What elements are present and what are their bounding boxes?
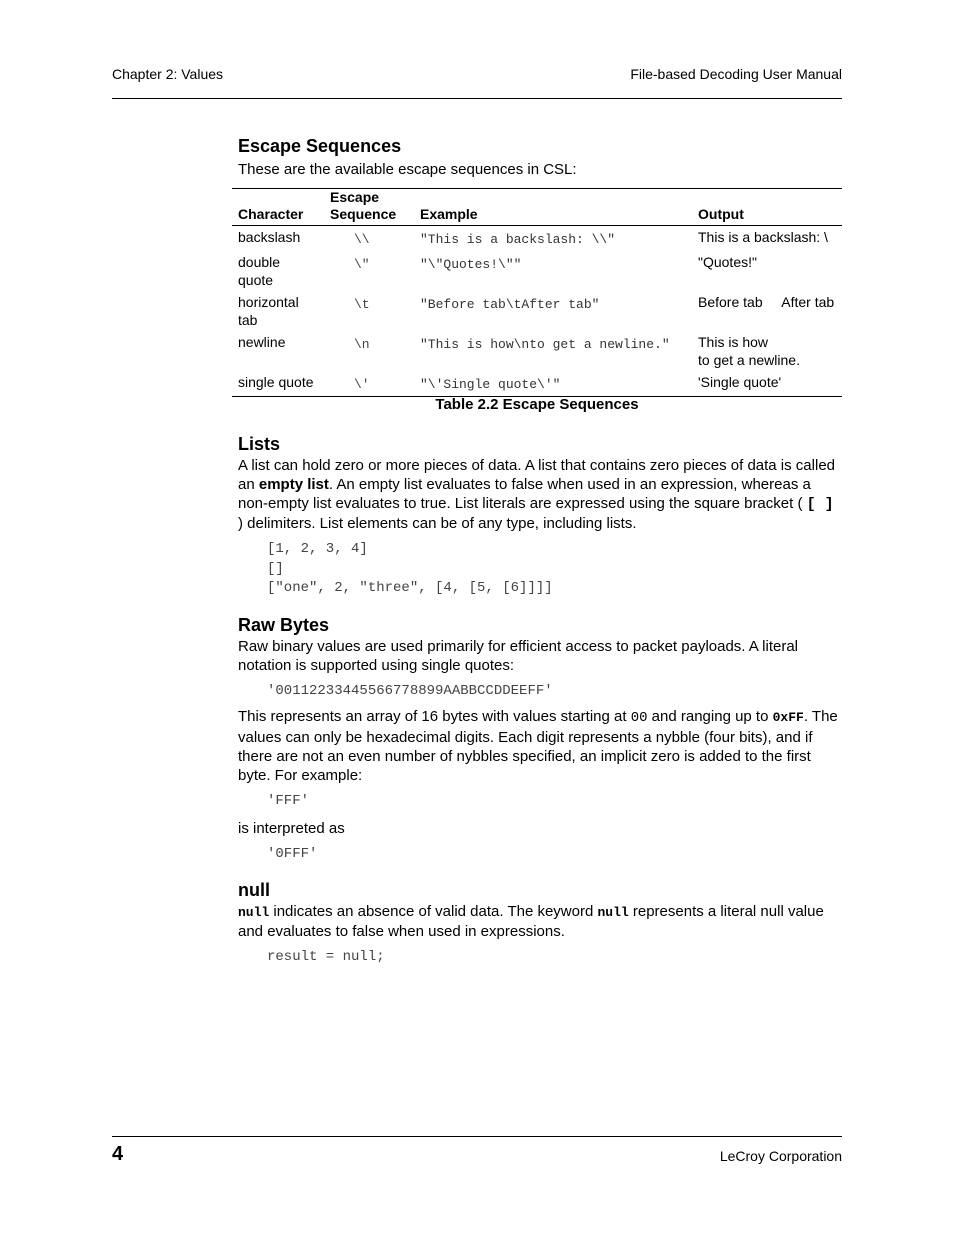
cell-output: 'Single quote'	[698, 374, 782, 390]
lists-heading: Lists	[238, 434, 281, 454]
escape-heading: Escape Sequences	[238, 136, 402, 156]
null-heading: null	[238, 880, 270, 900]
page-number: 4	[112, 1143, 124, 1165]
inline-code-0xff: 0xFF	[772, 710, 804, 725]
cell-escape: \"	[354, 257, 370, 272]
escape-section	[238, 134, 842, 179]
footer-company: LeCroy Corporation	[719, 1148, 842, 1164]
cell-escape: \t	[354, 297, 370, 312]
cell-character: backslash	[238, 229, 301, 245]
raw-bytes-explanation: This represents an array of 16 bytes with values starting at 00 and ranging up to 0xFF. The values can only be hexadecimal digits. Each digit represents a nybble (four bits), and if there are not an even number of nybbles specified, an implicit zero is added to the first byte. For example:	[238, 708, 838, 784]
code-line: ["one", 2, "three", [4, [5, [6]]]]	[267, 580, 553, 596]
col-header-example: Example	[414, 189, 692, 226]
cell-character: newline	[238, 334, 286, 350]
table-caption: Table 2.2 Escape Sequences	[435, 396, 639, 413]
cell-output: This is a backslash: \	[698, 229, 828, 245]
running-header-chapter: Chapter 2: Values	[112, 66, 224, 82]
table-row	[232, 371, 842, 397]
col-header-output: Output	[692, 189, 842, 226]
table-row	[232, 291, 842, 331]
running-header-title: File-based Decoding User Manual	[630, 66, 842, 82]
footer-rule	[112, 1136, 842, 1137]
list-code-block	[267, 540, 842, 599]
escape-table	[232, 188, 842, 397]
lists-paragraph: A list can hold zero or more pieces of data. A list that contains zero pieces of data is called an empty list. An empty list evaluates to false when used in an expression, whereas a non-empty list evaluates to true. List literals are expressed using the square bracket ( [ ] ) delimiters. List elements can be of any type, including lists.	[238, 457, 835, 532]
null-keyword: null	[597, 905, 629, 920]
table-row	[232, 251, 842, 291]
table-header-row	[232, 189, 842, 226]
cell-character: double quote	[238, 254, 281, 288]
cell-escape: \\	[354, 232, 370, 247]
cell-character: single quote	[238, 374, 314, 390]
cell-output: This is how to get a newline.	[698, 334, 800, 368]
col-header-escape: Escape Sequence	[324, 189, 414, 226]
cell-example: "This is a backslash: \\"	[420, 232, 616, 247]
null-keyword: null	[238, 905, 270, 920]
cell-example: "This is how\nto get a newline."	[420, 337, 670, 352]
cell-example: "\'Single quote\'"	[420, 377, 561, 392]
cell-example: "Before tab\tAfter tab"	[420, 297, 600, 312]
table-row	[232, 331, 842, 371]
0fff-code: '0FFF'	[267, 845, 318, 862]
header-rule	[112, 98, 842, 99]
raw-bytes-code: '00112233445566778899AABBCCDDEEFF'	[267, 682, 553, 699]
null-code: result = null;	[267, 949, 385, 965]
raw-bytes-heading: Raw Bytes	[238, 614, 330, 635]
cell-output: "Quotes!"	[698, 254, 757, 270]
interpreted-as-text: is interpreted as	[238, 819, 345, 837]
cell-escape: \n	[354, 337, 370, 352]
code-line: []	[267, 560, 284, 577]
raw-bytes-paragraph: Raw binary values are used primarily for efficient access to packet payloads. A literal notation is supported using single quotes:	[238, 637, 798, 674]
bracket-delimiters: [ ]	[806, 496, 834, 513]
cell-escape: \'	[354, 377, 370, 392]
code-line: [1, 2, 3, 4]	[267, 541, 368, 557]
empty-list-term: empty list	[258, 476, 329, 493]
escape-intro: These are the available escape sequences in CSL:	[238, 161, 577, 178]
cell-output: Before tab After tab	[698, 294, 835, 310]
inline-code-00: 00	[630, 710, 648, 726]
cell-example: "\"Quotes!\""	[420, 257, 522, 272]
cell-character: horizontal tab	[238, 294, 299, 328]
table-row	[232, 226, 842, 252]
null-paragraph: null indicates an absence of valid data. The keyword null represents a literal null value and evaluates to false when used in expressions.	[238, 903, 824, 940]
lists-section	[238, 432, 842, 968]
fff-code: 'FFF'	[267, 793, 310, 809]
col-header-character: Character	[232, 189, 324, 226]
